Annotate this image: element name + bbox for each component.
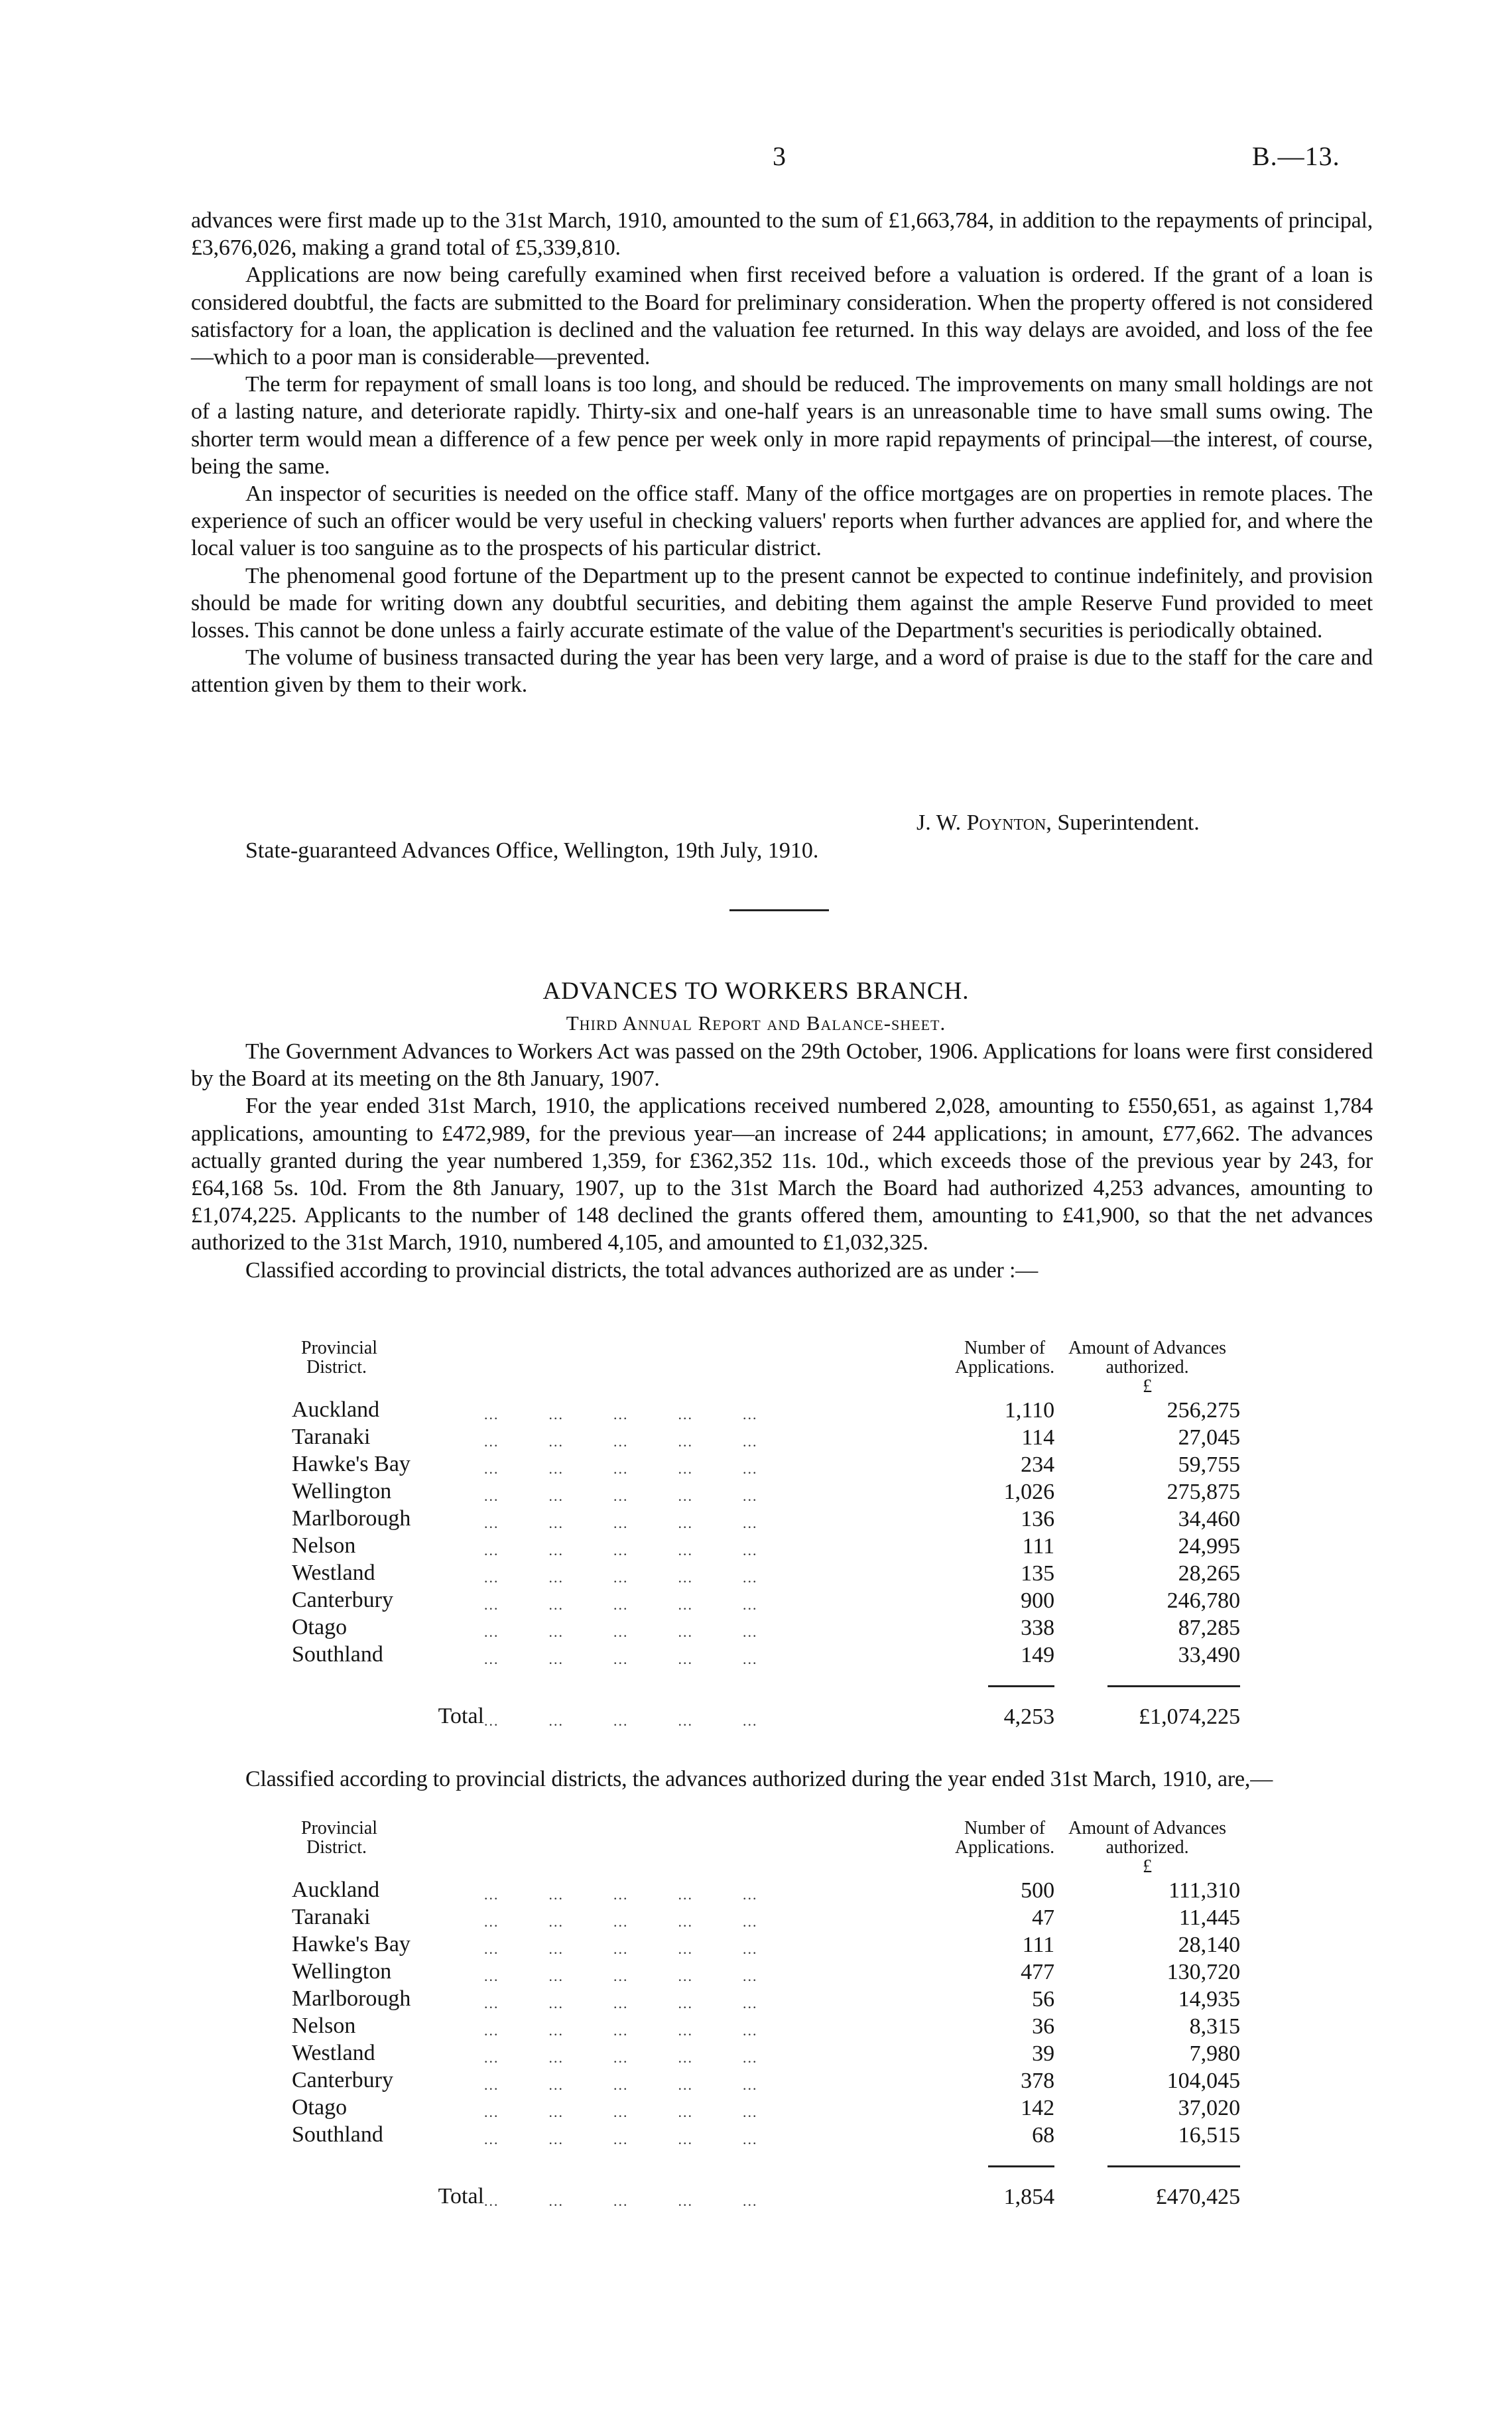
table-row	[292, 1505, 1240, 1532]
dot-leaders: ... ... ... ... ...	[484, 2104, 758, 2120]
district-name: Westland	[292, 2041, 375, 2065]
sum-rule	[988, 1685, 1054, 1687]
district-name: Otago	[292, 2095, 347, 2120]
district-name: Marlborough	[292, 1986, 411, 2011]
table-row	[292, 1423, 1240, 1450]
table-row	[292, 2012, 1240, 2039]
section-subtitle: Third Annual Report and Balance-sheet.	[566, 1011, 946, 1035]
advance-amount: 11,445	[1178, 1905, 1241, 1930]
applications-count: 477	[1021, 1960, 1055, 1984]
dot-leaders: ... ... ... ... ...	[484, 1712, 758, 1729]
applications-count: 111	[1022, 1933, 1055, 1957]
district-name: Westland	[292, 1561, 375, 1585]
district-name: Otago	[292, 1615, 347, 1639]
dot-leaders: ... ... ... ... ...	[484, 2131, 758, 2148]
applications-count: 1,110	[1004, 1398, 1055, 1423]
header-text: authorized.	[1105, 1837, 1189, 1858]
advance-amount: 246,780	[1166, 1588, 1241, 1613]
applications-count: 135	[1021, 1561, 1055, 1586]
section-title: ADVANCES TO WORKERS BRANCH.	[542, 978, 970, 1005]
table-row	[292, 1876, 1240, 1903]
advance-amount: 87,285	[1178, 1616, 1241, 1640]
dot-leaders: ... ... ... ... ...	[484, 1886, 758, 1903]
dot-leaders: ... ... ... ... ...	[484, 2049, 758, 2066]
district-name: Marlborough	[292, 1506, 411, 1531]
signature-title: , Superintendent.	[1046, 810, 1200, 835]
advance-amount: 7,980	[1189, 2041, 1241, 2066]
table-row	[292, 1614, 1240, 1641]
header-text: Applications.	[955, 1837, 1055, 1858]
dot-leaders: ... ... ... ... ...	[484, 1941, 758, 1957]
applications-count: 900	[1021, 1588, 1055, 1613]
dot-leaders: ... ... ... ... ...	[484, 2022, 758, 2039]
paragraph: For the year ended 31st March, 1910, the applications received numbered 2,028, amounting to £550,651, as against 1,784 applications, amounting to £472,989, for the previous year—an increase of 244 applications; in amount, £77,662. The advances actually granted during the year numbered 1,359, for £362,352 11s. 10d., which exceeds those of the previous year by 243, for £64,168 5s. 10d. From the 8th January, 1907, up to the 31st March the Board had authorized 4,253 advances, amounting to £1,074,225. Applicants to the number of 148 declined the grants offered them, amounting to £41,900, so that the net advances authorized to the 31st March, 1910, numbered 4,105, and amounted to £1,032,325.	[191, 1094, 1373, 1255]
header-text: Applications.	[955, 1357, 1055, 1378]
table-row	[292, 1931, 1240, 1958]
header-text: Amount of Advances	[1068, 1338, 1227, 1358]
signature-name: J. W. Poynton	[916, 810, 1046, 835]
paragraph: The phenomenal good fortune of the Department up to the present cannot be expected to continue indefinitely, and provision should be made for writing down any doubtful securities, and debiting them against the ample Reserve Fund provided to meet losses. This cannot be done unless a fairly accurate estimate of the value of the Department's securities is periodically obtained.	[191, 563, 1373, 643]
sum-rule	[988, 2165, 1054, 2167]
header-text: Provincial	[301, 1818, 378, 1838]
applications-count: 378	[1021, 2069, 1055, 2093]
total-label: Total	[438, 1704, 484, 1728]
dot-leaders: ... ... ... ... ...	[484, 1488, 758, 1504]
table-header-row	[292, 1819, 1240, 1876]
page-number: 3	[773, 141, 786, 171]
advance-amount: 37,020	[1178, 2096, 1241, 2120]
district-name: Canterbury	[292, 2068, 393, 2092]
year-advances-table	[292, 1819, 1240, 2210]
district-name: Wellington	[292, 1959, 392, 1984]
dot-leaders: ... ... ... ... ...	[484, 1596, 758, 1613]
district-column-header	[292, 1819, 484, 1876]
paragraph: An inspector of securities is needed on the office staff. Many of the office mortgages are on properties in remote places. The experience of such an officer would be very useful in checking valuers' reports when further advances are applied for, and where the local valuer is too sanguine as to the prospects of his particular district.	[191, 481, 1373, 561]
paragraph: advances were first made up to the 31st March, 1910, amounted to the sum of £1,663,784, in addition to the repayments of principal, £3,676,026, making a grand total of £5,339,810.	[191, 208, 1373, 261]
document-reference: B.—13.	[1252, 141, 1340, 171]
table2-intro: Classified according to provincial districts, the advances authorized during the year ended 31st March, 1910, are,—	[245, 1767, 1273, 1791]
advance-amount: 275,875	[1166, 1480, 1241, 1504]
sum-rule	[1107, 2165, 1240, 2167]
applications-count: 234	[1021, 1452, 1055, 1477]
table2-intro-block	[191, 1765, 1373, 1793]
table-row	[292, 1586, 1240, 1614]
dot-leaders: ... ... ... ... ...	[484, 1995, 758, 2012]
applications-count: 1,026	[1003, 1480, 1055, 1504]
district-column-header	[292, 1338, 484, 1396]
dot-leaders: ... ... ... ... ...	[484, 1968, 758, 1984]
total-label: Total	[438, 2184, 484, 2209]
header-text: District.	[306, 1357, 367, 1378]
district-name: Wellington	[292, 1479, 392, 1504]
table-row	[292, 1985, 1240, 2012]
table-row	[292, 1958, 1240, 1985]
office-dateline: State-guaranteed Advances Office, Wellington, 19th July, 1910.	[245, 838, 819, 863]
applications-count: 338	[1021, 1616, 1055, 1640]
amount-column-header	[1054, 1819, 1240, 1876]
advance-amount: 59,755	[1178, 1452, 1241, 1477]
applications-count: 47	[1032, 1905, 1055, 1930]
amount-column-header	[1054, 1338, 1240, 1396]
advance-amount: 24,995	[1178, 1534, 1241, 1559]
previous-report-section	[191, 207, 1373, 699]
table1-intro: Classified according to provincial districts, the total advances authorized are as under :—	[245, 1257, 1039, 1283]
header-text: District.	[306, 1837, 367, 1858]
applications-count: 36	[1032, 2014, 1055, 2039]
table-row	[292, 1478, 1240, 1505]
dot-leaders: ... ... ... ... ...	[484, 1460, 758, 1477]
table-row	[292, 1559, 1240, 1586]
table-row	[292, 2067, 1240, 2094]
advance-amount: 111,310	[1168, 1878, 1241, 1903]
total-applications: 1,854	[1003, 2185, 1055, 2209]
table-row	[292, 1396, 1240, 1423]
table-header-row	[292, 1338, 1240, 1396]
workers-branch-text	[191, 1038, 1373, 1284]
header-text: Provincial	[301, 1338, 378, 1358]
applications-column-header	[955, 1338, 1054, 1396]
advance-amount: 8,315	[1189, 2014, 1241, 2039]
applications-column-header	[955, 1819, 1054, 1876]
district-name: Taranaki	[292, 1905, 371, 1929]
dot-leaders: ... ... ... ... ...	[484, 1406, 758, 1423]
district-name: Southland	[292, 2122, 383, 2147]
paragraph: Applications are now being carefully examined when first received before a valuation is ordered. If the grant of a loan is considered doubtful, the facts are submitted to the Board for preliminary consideration. When the property offered is not considered satisfactory for a loan, the application is declined and the valuation fee returned. In this way delays are avoided, and loss of the fee—which to a poor man is considerable—prevented.	[191, 263, 1373, 370]
signature	[916, 809, 1200, 836]
applications-count: 136	[1021, 1507, 1055, 1531]
table-row	[292, 2039, 1240, 2067]
pound-unit: £	[1143, 1856, 1153, 1877]
sum-rule	[1107, 1685, 1240, 1687]
dot-leaders: ... ... ... ... ...	[484, 1651, 758, 1667]
district-name: Nelson	[292, 2014, 356, 2038]
advance-amount: 34,460	[1178, 1507, 1241, 1531]
dot-leaders: ... ... ... ... ...	[484, 1542, 758, 1559]
dot-leaders: ... ... ... ... ...	[484, 2077, 758, 2093]
district-name: Southland	[292, 1642, 383, 1667]
advance-amount: 33,490	[1178, 1643, 1241, 1667]
advance-amount: 130,720	[1166, 1960, 1241, 1984]
table-row	[292, 2121, 1240, 2148]
advance-amount: 256,275	[1166, 1398, 1241, 1423]
total-row	[292, 1693, 1240, 1730]
total-applications: 4,253	[1003, 1704, 1055, 1729]
dot-leaders: ... ... ... ... ...	[484, 1624, 758, 1640]
total-advances-table	[292, 1338, 1240, 1730]
dot-leaders: ... ... ... ... ...	[484, 1913, 758, 1930]
dot-leaders: ... ... ... ... ...	[484, 1569, 758, 1586]
advance-amount: 28,265	[1178, 1561, 1241, 1586]
dot-leaders: ... ... ... ... ...	[484, 1515, 758, 1531]
district-name: Canterbury	[292, 1588, 393, 1612]
applications-count: 142	[1021, 2096, 1055, 2120]
header-text: Number of	[964, 1338, 1046, 1358]
table-row	[292, 1903, 1240, 1931]
district-name: Hawke's Bay	[292, 1932, 410, 1956]
applications-count: 39	[1032, 2041, 1055, 2066]
sum-rule-row	[292, 2148, 1240, 2173]
table-row	[292, 1532, 1240, 1559]
dot-leaders: ... ... ... ... ...	[484, 1433, 758, 1450]
district-name: Hawke's Bay	[292, 1452, 410, 1476]
total-amount: £1,074,225	[1139, 1704, 1241, 1729]
dot-leaders: ... ... ... ... ...	[484, 2193, 758, 2209]
section-divider	[729, 909, 829, 911]
header-text: authorized.	[1105, 1357, 1189, 1378]
table-row	[292, 2094, 1240, 2121]
total-row	[292, 2173, 1240, 2210]
total-amount: £470,425	[1155, 2185, 1241, 2209]
paragraph: The volume of business transacted during the year has been very large, and a word of praise is due to the staff for the care and attention given by them to their work.	[191, 645, 1373, 698]
applications-count: 68	[1032, 2123, 1055, 2148]
district-name: Auckland	[292, 1397, 380, 1422]
advance-amount: 14,935	[1178, 1987, 1241, 2012]
applications-count: 56	[1032, 1987, 1055, 2012]
sum-rule-row	[292, 1668, 1240, 1693]
paragraph: The Government Advances to Workers Act was passed on the 29th October, 1906. Applications for loans were first considered by the Board at its meeting on the 8th January, 1907.	[191, 1039, 1373, 1092]
district-name: Nelson	[292, 1533, 356, 1558]
advance-amount: 28,140	[1178, 1933, 1241, 1957]
district-name: Auckland	[292, 1878, 380, 1902]
applications-count: 114	[1021, 1425, 1055, 1450]
applications-count: 149	[1021, 1643, 1055, 1667]
paragraph: The term for repayment of small loans is too long, and should be reduced. The improvements on many small holdings are not of a lasting nature, and deteriorate rapidly. Thirty-six and one-half years is an unreasonable time to have small sums owing. The shorter term would mean a difference of a few pence per week only in more rapid repayments of principal—the interest, of course, being the same.	[191, 372, 1373, 479]
table-row	[292, 1641, 1240, 1668]
header-text: Number of	[964, 1818, 1046, 1838]
advance-amount: 27,045	[1178, 1425, 1241, 1450]
advance-amount: 16,515	[1178, 2123, 1241, 2148]
applications-count: 111	[1022, 1534, 1055, 1559]
applications-count: 500	[1021, 1878, 1055, 1903]
table-row	[292, 1450, 1240, 1478]
advance-amount: 104,045	[1166, 2069, 1241, 2093]
header-text: Amount of Advances	[1068, 1818, 1227, 1838]
pound-unit: £	[1143, 1376, 1153, 1397]
district-name: Taranaki	[292, 1425, 371, 1449]
